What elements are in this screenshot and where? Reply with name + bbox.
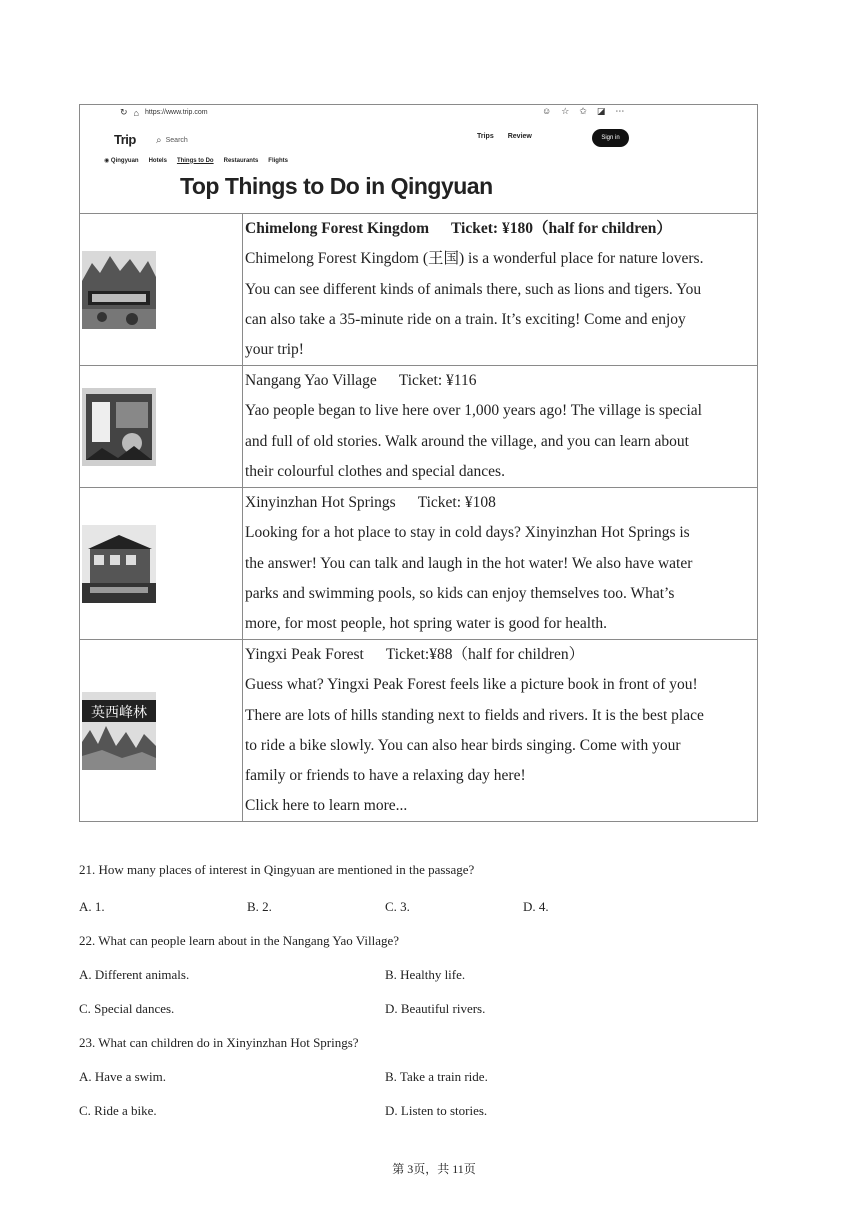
option-b[interactable]: B. Take a train ride. [385, 1069, 488, 1084]
nav-restaurants[interactable]: Restaurants [223, 157, 259, 164]
description-line: and full of old stories. Walk around the village, and you can learn about [245, 432, 689, 450]
review-link[interactable]: Review [507, 133, 532, 140]
option-a[interactable]: A. 1. [79, 899, 105, 914]
peak-forest-photo [82, 692, 156, 770]
option-b[interactable]: B. 2. [247, 899, 272, 914]
option-c[interactable]: C. Special dances. [79, 1001, 175, 1016]
yao-village-photo [82, 388, 156, 466]
nav-flights[interactable]: Flights [268, 157, 288, 164]
option-d[interactable]: D. Beautiful rivers. [385, 1001, 486, 1016]
attraction-photo-cell [80, 488, 243, 639]
site-logo[interactable]: Trip [114, 132, 136, 147]
nav-hotels[interactable]: Hotels [148, 157, 167, 164]
question-22: 22. What can people learn about in the Nangang Yao Village? [79, 933, 400, 948]
sign-text: 英西峰林 [91, 704, 147, 721]
attraction-heading: Xinyinzhan Hot Springs Ticket: ¥108 [245, 494, 496, 511]
attraction-heading: Chimelong Forest Kingdom Ticket: ¥180（half for children） [245, 220, 672, 237]
question-23: 23. What can children do in Xinyinzhan Hot Springs? [79, 1035, 359, 1050]
url-text: https://www.trip.com [144, 109, 208, 116]
favorites-icon[interactable]: ✩ [579, 106, 587, 116]
option-b[interactable]: B. Healthy life. [385, 967, 466, 982]
option-a[interactable]: A. Different animals. [79, 967, 190, 982]
description-line: your trip! [245, 341, 304, 359]
attraction-row [80, 366, 757, 488]
account-icon[interactable]: ☺ [542, 106, 552, 116]
search-placeholder: Search [165, 137, 188, 144]
description-line: parks and swimming pools, so kids can enjoy themselves too. What’s [245, 584, 675, 602]
reload-icon[interactable]: ↻ [120, 107, 128, 117]
website-screenshot [80, 105, 757, 214]
learn-more-link[interactable]: Click here to learn more... [245, 797, 408, 815]
nav-things-to-do[interactable]: Things to Do [176, 157, 214, 164]
description-line: more, for most people, hot spring water is good for health. [245, 615, 608, 633]
signin-button[interactable]: Sign in [592, 129, 629, 147]
extension-icon[interactable]: ◪ [596, 106, 606, 116]
address-bar[interactable] [120, 107, 208, 118]
description-line: Yao people began to live here over 1,000 years ago! The village is special [245, 402, 702, 420]
more-icon[interactable]: ⋯ [615, 106, 625, 116]
description-line: Guess what? Yingxi Peak Forest feels like a picture book in front of you! [245, 676, 698, 694]
option-c[interactable]: C. 3. [385, 899, 410, 914]
location-icon: ◉ [104, 158, 110, 164]
attraction-text [243, 488, 757, 639]
attraction-photo-cell [80, 366, 243, 487]
option-c[interactable]: C. Ride a bike. [79, 1103, 157, 1118]
attraction-row [80, 488, 757, 640]
search-icon: ⌕ [156, 135, 162, 146]
star-icon[interactable]: ☆ [561, 106, 570, 116]
description-line: to ride a bike slowly. You can also hear birds singing. Come with your [245, 736, 681, 754]
option-d[interactable]: D. Listen to stories. [385, 1103, 488, 1118]
page-footer: 第 3页，共 11页 [392, 1162, 476, 1176]
description-line: their colourful clothes and special dances. [245, 462, 505, 480]
description-line: Chimelong Forest Kingdom (王国) is a wonderful place for nature lovers. [245, 250, 704, 268]
option-d[interactable]: D. 4. [523, 899, 549, 914]
reading-passage-sheet [79, 104, 758, 822]
description-line: can also take a 35-minute ride on a train. It’s exciting! Come and enjoy [245, 310, 686, 328]
attraction-text [243, 640, 757, 821]
hot-springs-photo [82, 525, 156, 603]
search-box[interactable] [156, 135, 188, 146]
option-a[interactable]: A. Have a swim. [79, 1069, 167, 1084]
attraction-heading: Yingxi Peak Forest Ticket:¥88（half for children） [245, 646, 585, 663]
home-icon[interactable]: ⌂ [133, 107, 139, 118]
attraction-text [243, 214, 757, 365]
attraction-row [80, 640, 757, 821]
browser-toolbar [542, 106, 624, 117]
attraction-photo-cell [80, 214, 243, 365]
attraction-row [80, 214, 757, 366]
question-21: 21. How many places of interest in Qingyuan are mentioned in the passage? [79, 862, 475, 877]
attraction-photo-cell [80, 640, 243, 821]
description-line: You can see different kinds of animals there, such as lions and tigers. You [245, 280, 702, 298]
nav-qingyuan[interactable]: ◉ Qingyuan [104, 158, 139, 164]
description-line: Looking for a hot place to stay in cold days? Xinyinzhan Hot Springs is [245, 524, 690, 542]
description-line: There are lots of hills standing next to fields and rivers. It is the best place [245, 706, 704, 724]
page-title: Top Things to Do in Qingyuan [180, 173, 493, 199]
sub-navigation [104, 157, 288, 164]
description-line: family or friends to have a relaxing day here! [245, 767, 526, 785]
chimelong-photo [82, 251, 156, 329]
attraction-text [243, 366, 757, 487]
header-links [477, 133, 532, 140]
attraction-heading: Nangang Yao Village Ticket: ¥116 [245, 372, 477, 389]
trips-link[interactable]: Trips [477, 133, 494, 140]
description-line: the answer! You can talk and laugh in the hot water! We also have water [245, 554, 693, 572]
